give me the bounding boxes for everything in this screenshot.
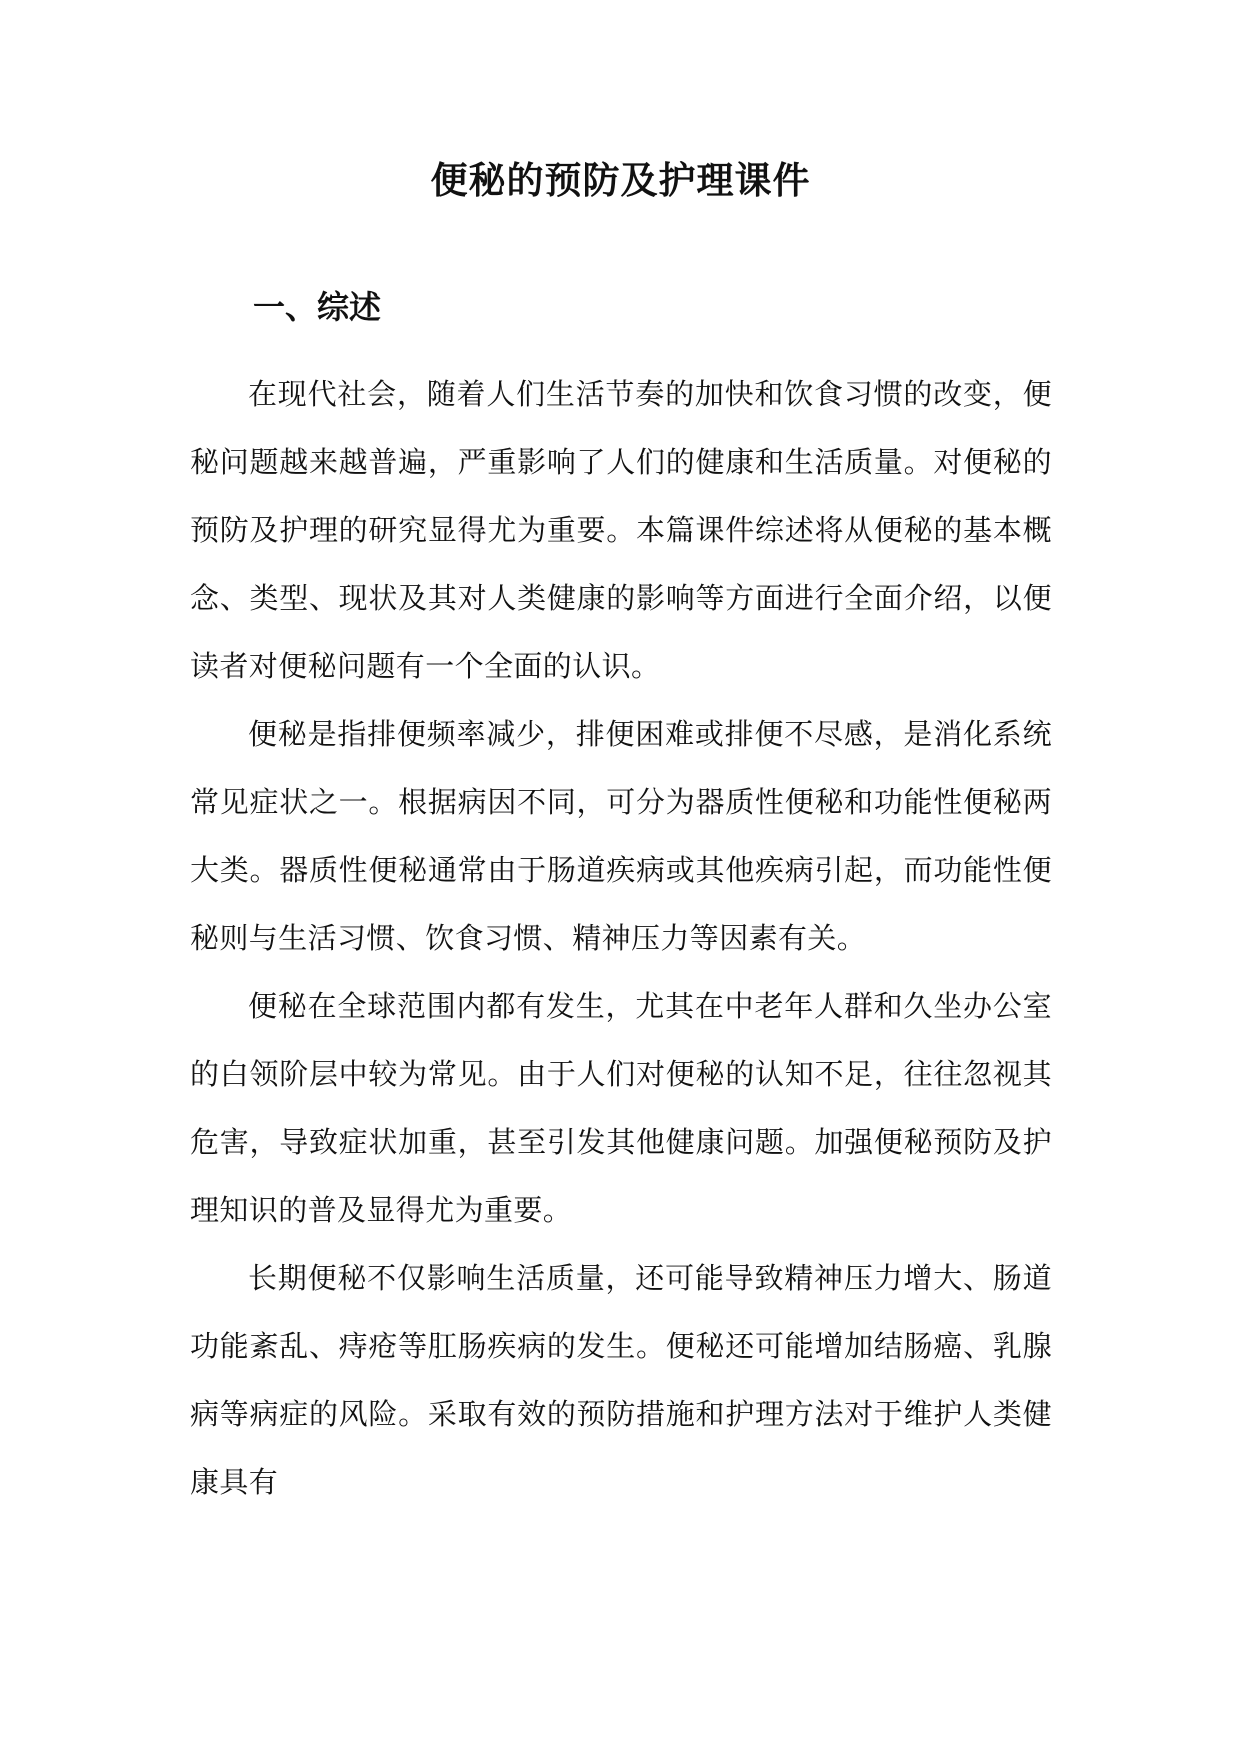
paragraph-1: 在现代社会，随着人们生活节奏的加快和饮食习惯的改变，便秘问题越来越普遍，严重影响了人们的健康和生活质量。对便秘的预防及护理的研究显得尤为重要。本篇课件综述将从便秘的基本概念、类型、现状及其对人类健康的影响等方面进行全面介绍，以便读者对便秘问题有一个全面的认识。 — [190, 377, 1052, 683]
body-text — [190, 360, 1052, 1516]
document-title: 便秘的预防及护理课件 — [430, 158, 811, 202]
paragraph-4: 长期便秘不仅影响生活质量，还可能导致精神压力增大、肠道功能紊乱、痔疮等肛肠疾病的发生。便秘还可能增加结肠癌、乳腺病等病症的风险。采取有效的预防措施和护理方法对于维护人类健康具有 — [190, 1261, 1052, 1499]
section-heading-overview: 一、综述 — [253, 288, 382, 326]
paragraph-2: 便秘是指排便频率减少，排便困难或排便不尽感，是消化系统常见症状之一。根据病因不同，可分为器质性便秘和功能性便秘两大类。器质性便秘通常由于肠道疾病或其他疾病引起，而功能性便秘则与生活习惯、饮食习惯、精神压力等因素有关。 — [190, 717, 1052, 955]
paragraph-3: 便秘在全球范围内都有发生，尤其在中老年人群和久坐办公室的白领阶层中较为常见。由于人们对便秘的认知不足，往往忽视其危害，导致症状加重，甚至引发其他健康问题。加强便秘预防及护理知识的普及显得尤为重要。 — [190, 989, 1052, 1227]
